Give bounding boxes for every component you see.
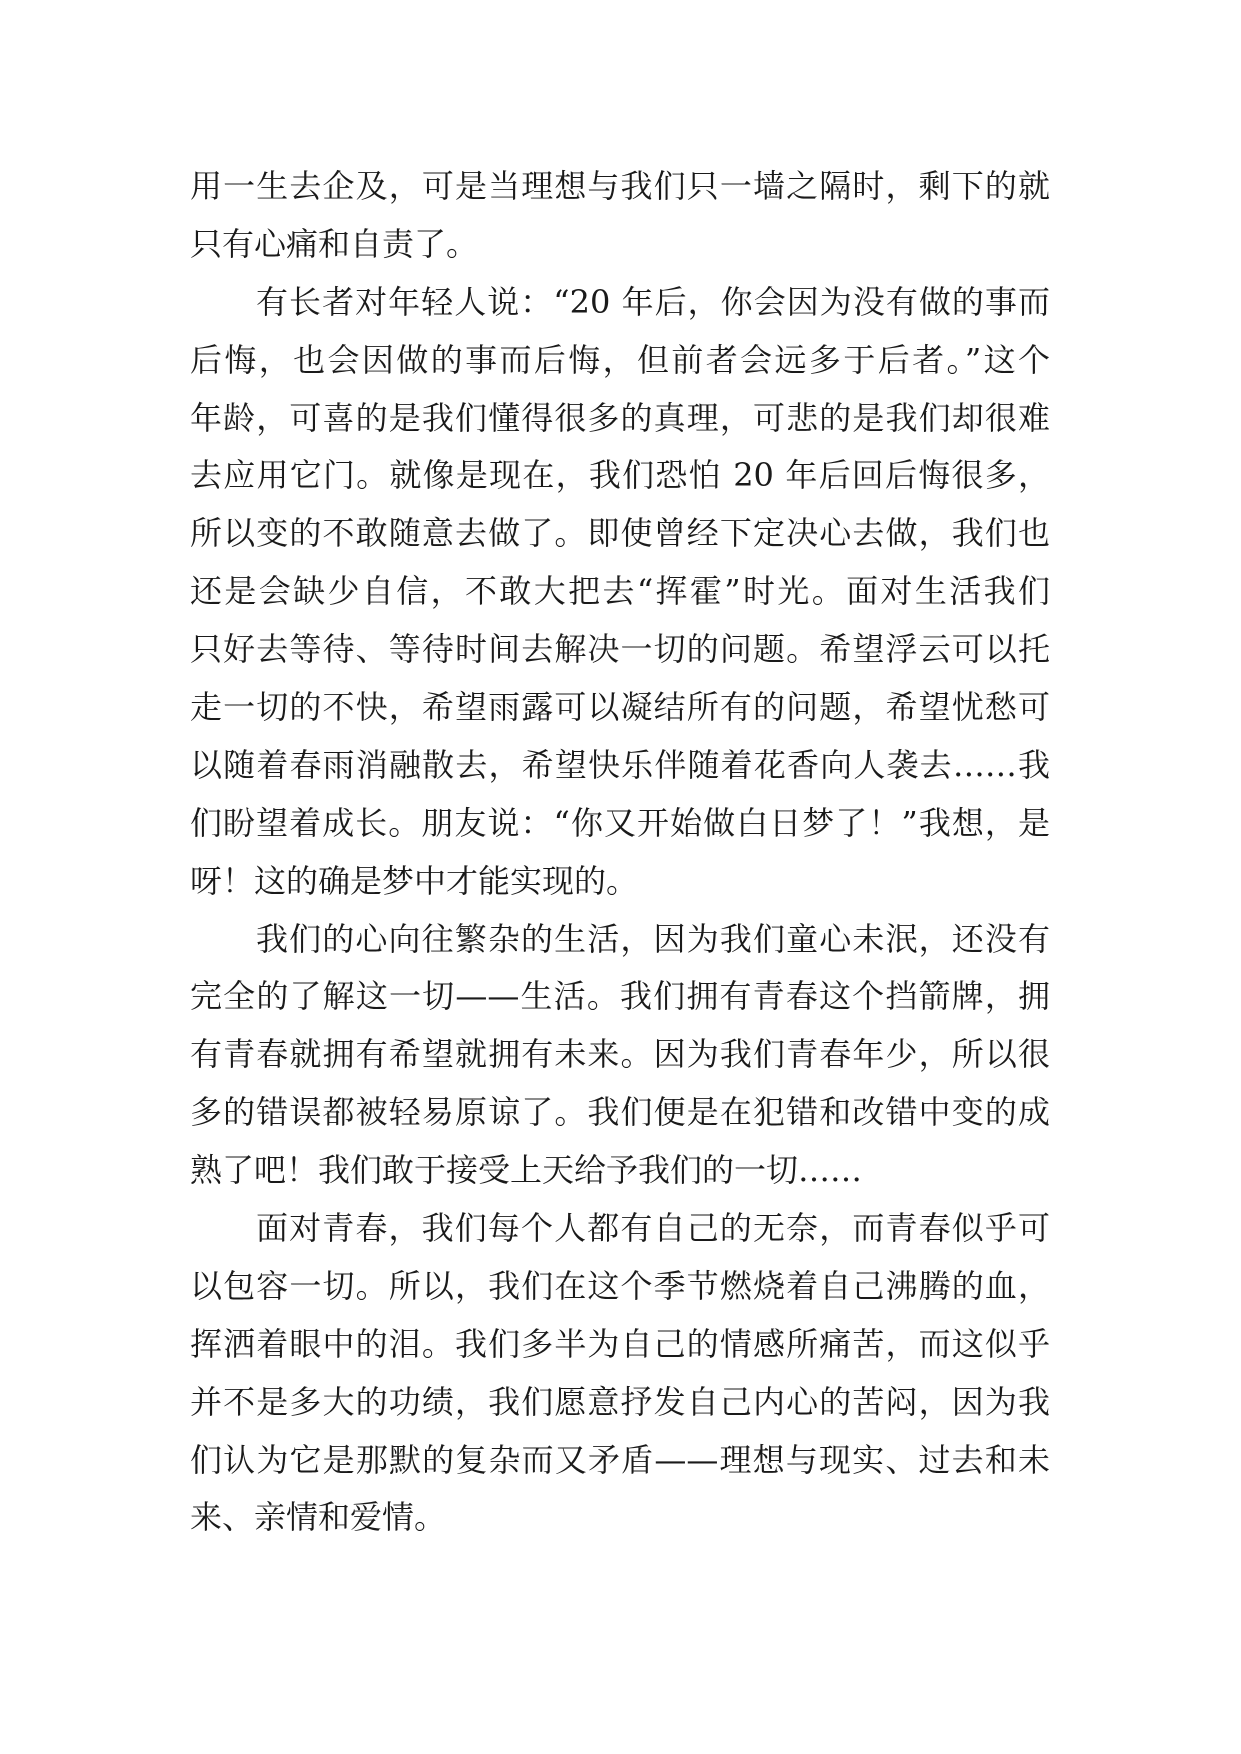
text-line: 有长者对年轻人说：“20 年后，你会因为没有做的事而: [256, 282, 1050, 321]
document-body: [190, 158, 1050, 1547]
text-line: 挥洒着眼中的泪。我们多半为自己的情感所痛苦，而这似乎: [190, 1324, 1050, 1363]
text-line: 呀！这的确是梦中才能实现的。: [190, 861, 639, 900]
text-line: 有青春就拥有希望就拥有未来。因为我们青春年少，所以很: [190, 1035, 1050, 1074]
text-line: 以包容一切。所以，我们在这个季节燃烧着自己沸腾的血，: [190, 1266, 1050, 1305]
text-line: 年龄，可喜的是我们懂得很多的真理，可悲的是我们却很难: [190, 398, 1050, 437]
text-line: 们盼望着成长。朋友说：“你又开始做白日梦了！”我想，是: [190, 803, 1050, 842]
text-line: 还是会缺少自信，不敢大把去“挥霍”时光。面对生活我们: [190, 572, 1050, 611]
text-line: 完全的了解这一切——生活。我们拥有青春这个挡箭牌，拥: [190, 977, 1050, 1016]
text-line: 走一切的不快，希望雨露可以凝结所有的问题，希望忧愁可: [190, 688, 1050, 727]
text-line: 去应用它门。就像是现在，我们恐怕 20 年后回后悔很多，: [190, 456, 1050, 495]
text-line: 我们的心向往繁杂的生活，因为我们童心未泯，还没有: [256, 919, 1050, 958]
text-line: 熟了吧！我们敢于接受上天给予我们的一切……: [190, 1151, 863, 1190]
text-line: 来、亲情和爱情。: [190, 1498, 447, 1537]
text-line: 只有心痛和自责了。: [190, 224, 479, 263]
text-line: 后悔，也会因做的事而后悔，但前者会远多于后者。”这个: [190, 340, 1050, 379]
text-line: 面对青春，我们每个人都有自己的无奈，而青春似乎可: [256, 1209, 1050, 1248]
text-line: 们认为它是那默的复杂而又矛盾——理想与现实、过去和未: [190, 1440, 1050, 1479]
text-line: 只好去等待、等待时间去解决一切的问题。希望浮云可以托: [190, 630, 1050, 669]
text-line: 用一生去企及，可是当理想与我们只一墙之隔时，剩下的就: [190, 167, 1050, 205]
text-line: 所以变的不敢随意去做了。即使曾经下定决心去做，我们也: [190, 514, 1050, 553]
text-line: 并不是多大的功绩，我们愿意抒发自己内心的苦闷，因为我: [190, 1382, 1050, 1421]
text-line: 多的错误都被轻易原谅了。我们便是在犯错和改错中变的成: [190, 1093, 1050, 1132]
text-line: 以随着春雨消融散去，希望快乐伴随着花香向人袭去……我: [190, 745, 1050, 784]
